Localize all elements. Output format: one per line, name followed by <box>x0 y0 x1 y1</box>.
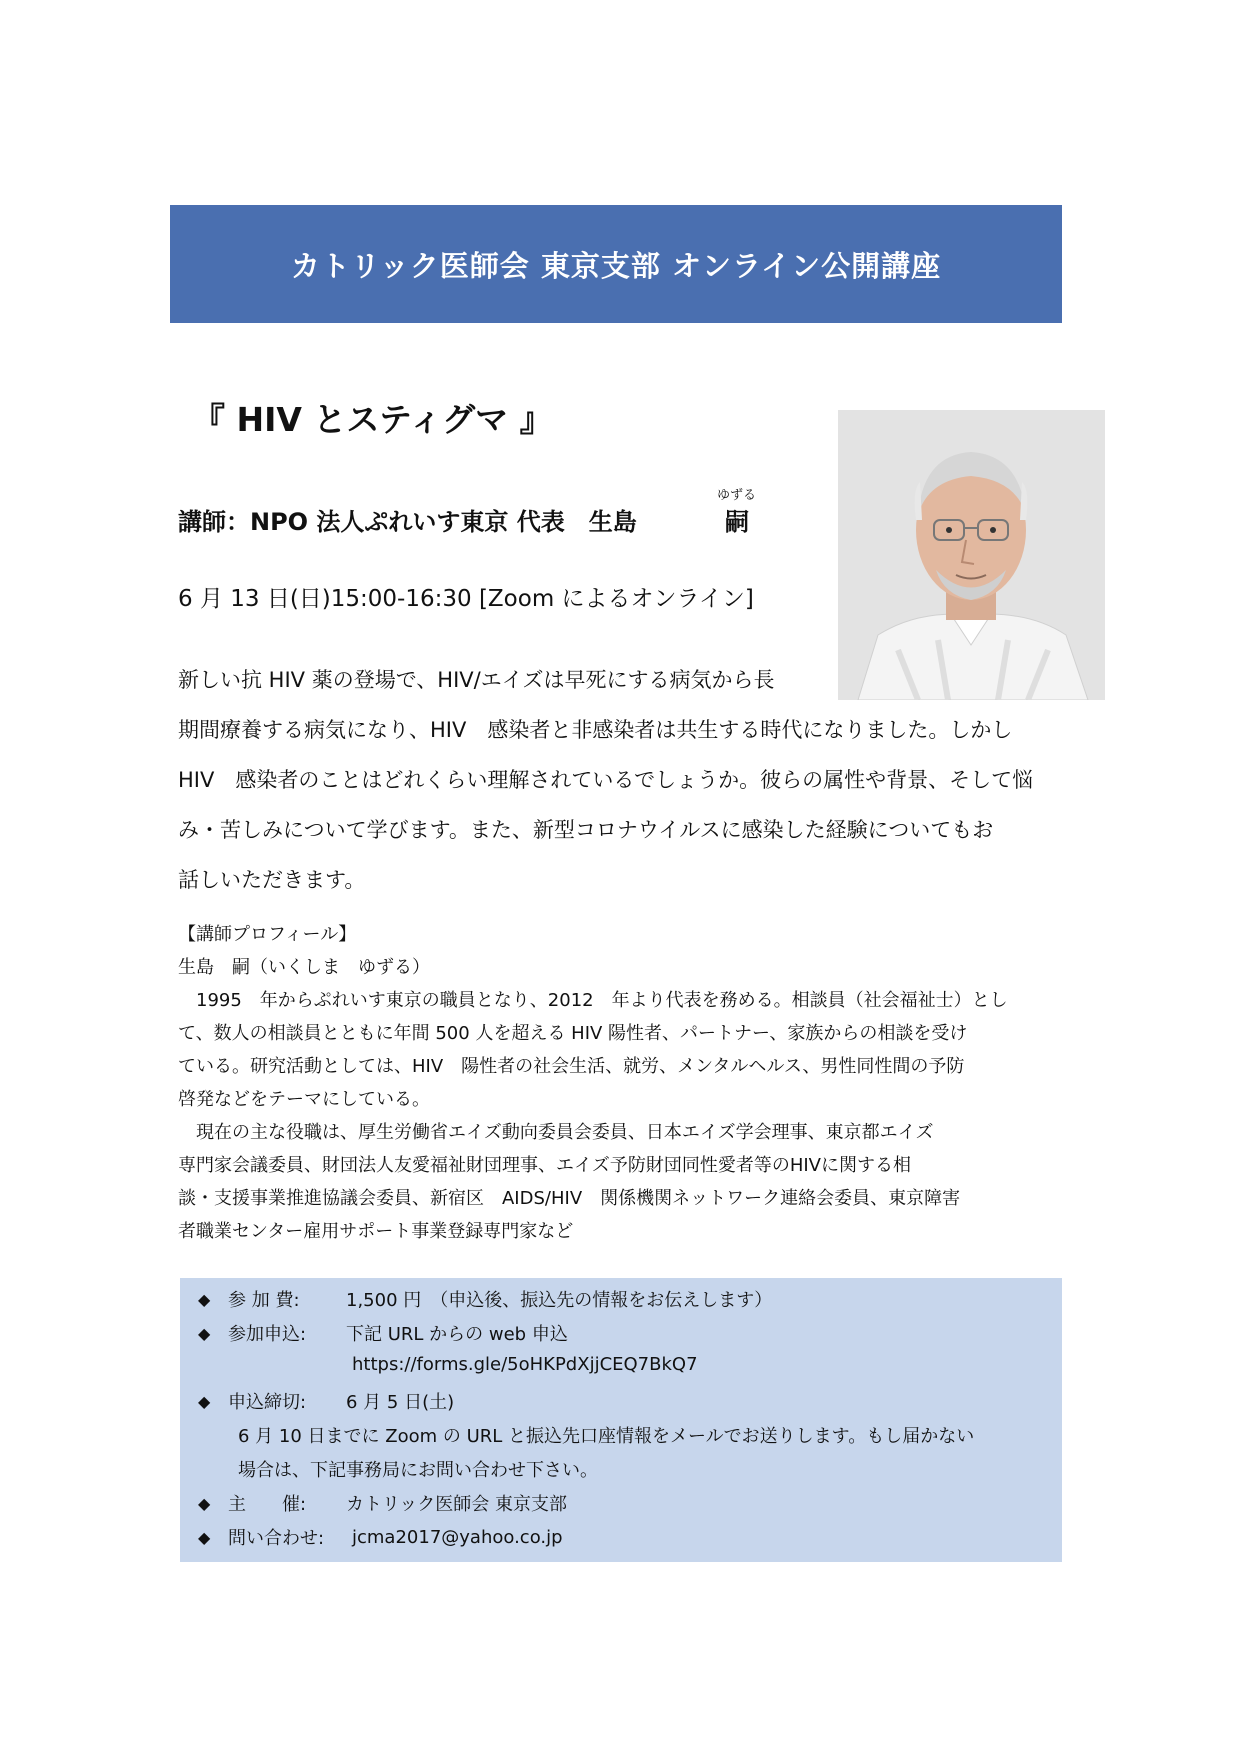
apply-value: 下記 URL からの web 申込 <box>346 1324 568 1345</box>
description-line: HIV 感染者のことはどれくらい理解されているでしょうか。彼らの属性や背景、そして悩 <box>178 768 1034 792</box>
profile-name: 生島 嗣（いくしま ゆずる） <box>178 957 430 978</box>
host-label: 主 催: <box>228 1494 307 1515</box>
apply-row <box>198 1320 568 1346</box>
profile-line: 者職業センター雇用サポート事業登録専門家など <box>178 1221 574 1242</box>
diamond-bullet-icon: ◆ <box>198 1391 211 1411</box>
description-line: み・苦しみについて学びます。また、新型コロナウイルスに感染した経験についてもお <box>178 818 994 842</box>
lecturer-given-name: 嗣 <box>725 508 749 536</box>
host-value: カトリック医師会 東京支部 <box>346 1494 568 1515</box>
fee-label: 参 加 費: <box>228 1290 300 1311</box>
diamond-bullet-icon: ◆ <box>198 1289 211 1309</box>
description-line: 期間療養する病気になり、HIV 感染者と非感染者は共生する時代になりました。しかし <box>178 718 1013 742</box>
contact-email-link[interactable]: jcma2017@yahoo.co.jp <box>352 1526 563 1548</box>
apply-url-link[interactable]: https://forms.gle/5oHKPdXjjCEQ7BkQ7 <box>352 1354 698 1375</box>
lecturer-name-reading: ゆずる <box>717 488 757 503</box>
profile-line: 現在の主な役職は、厚生労働省エイズ動向委員会委員、日本エイズ学会理事、東京都エイズ <box>178 1122 934 1143</box>
deadline-row <box>198 1388 454 1414</box>
banner-title: カトリック医師会 東京支部 オンライン公開講座 <box>290 248 942 283</box>
diamond-bullet-icon: ◆ <box>198 1493 211 1513</box>
event-info-box <box>180 1278 1062 1562</box>
deadline-note-line: 場合は、下記事務局にお問い合わせ下さい。 <box>238 1460 598 1481</box>
header-banner <box>170 205 1062 323</box>
profile-heading: 【講師プロフィール】 <box>178 924 357 945</box>
profile-line: て、数人の相談員とともに年間 500 人を超える HIV 陽性者、パートナー、家族からの相談を受け <box>178 1023 968 1044</box>
host-row <box>198 1490 567 1516</box>
description-line: 話しいただきます。 <box>178 868 366 892</box>
apply-label: 参加申込: <box>228 1324 307 1345</box>
profile-line: 談・支援事業推進協議会委員、新宿区 AIDS/HIV 関係機関ネットワーク連絡会委員、東京障害 <box>178 1188 961 1209</box>
speaker-portrait-illustration <box>838 410 1105 700</box>
fee-value: 1,500 円 （申込後、振込先の情報をお伝えします） <box>346 1290 773 1311</box>
event-title: 『 HIV とスティグマ 』 <box>192 400 553 439</box>
profile-line: ている。研究活動としては、HIV 陽性者の社会生活、就労、メンタルヘルス、男性同性間の予防 <box>178 1056 965 1077</box>
speaker-photo <box>838 410 1105 700</box>
contact-label: 問い合わせ: <box>228 1528 325 1549</box>
profile-line: 1995 年からぷれいす東京の職員となり、2012 年より代表を務める。相談員（社会福祉士）とし <box>178 990 1008 1011</box>
fee-row <box>198 1286 772 1312</box>
diamond-bullet-icon: ◆ <box>198 1323 211 1343</box>
description-line: 新しい抗 HIV 薬の登場で、HIV/エイズは早死にする病気から長 <box>178 668 775 692</box>
profile-line: 専門家会議委員、財団法人友愛福祉財団理事、エイズ予防財団同性愛者等のHIVに関する相 <box>178 1155 911 1176</box>
diamond-bullet-icon: ◆ <box>198 1527 211 1547</box>
deadline-label: 申込締切: <box>228 1392 307 1413</box>
lecturer-line: 講師：NPO 法人ぷれいす東京 代表 生島 <box>178 508 637 536</box>
event-datetime: 6 月 13 日(日)15:00-16:30 [Zoom によるオンライン] <box>178 586 754 612</box>
deadline-note-line: 6 月 10 日までに Zoom の URL と振込先口座情報をメールでお送りします。もし届かない <box>238 1426 975 1447</box>
contact-row <box>198 1524 563 1550</box>
deadline-value: 6 月 5 日(土) <box>346 1392 455 1413</box>
profile-line: 啓発などをテーマにしている。 <box>178 1089 430 1110</box>
